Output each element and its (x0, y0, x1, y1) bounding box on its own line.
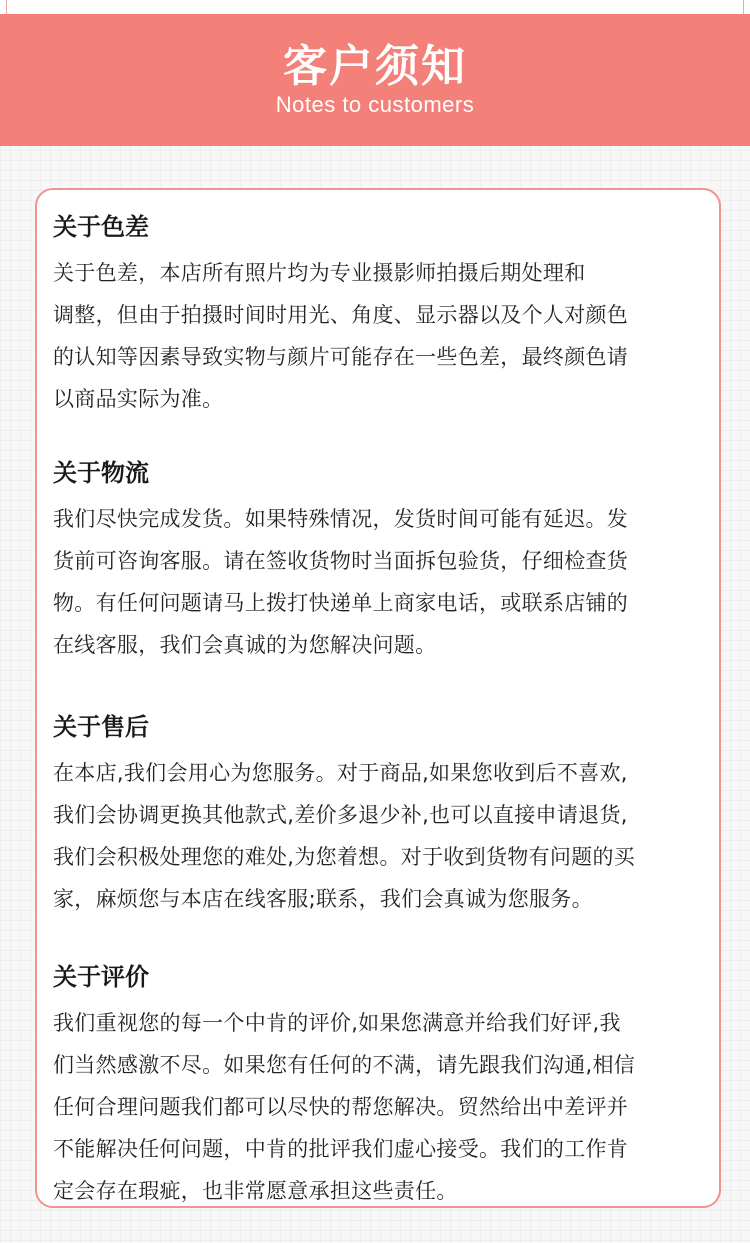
body-line: 不能解决任何问题，中肯的批评我们虚心接受。我们的工作肯 (53, 1137, 629, 1161)
body-line: 在线客服，我们会真诚的为您解决问题。 (53, 633, 437, 657)
body-line: 定会存在瑕疵，也非常愿意承担这些责任。 (53, 1179, 458, 1203)
body-line: 我们尽快完成发货。如果特殊情况，发货时间可能有延迟。发 (53, 507, 629, 531)
body-line: 任何合理问题我们都可以尽快的帮您解决。贸然给出中差评并 (53, 1095, 629, 1119)
body-line: 的认知等因素导致实物与颜片可能存在一些色差，最终颜色请 (53, 345, 629, 369)
section-logistics (53, 458, 713, 666)
header-banner (0, 14, 750, 146)
decorative-line-right (743, 0, 744, 14)
body-line: 在本店,我们会用心为您服务。对于商品,如果您收到后不喜欢, (53, 761, 628, 785)
body-line: 我们重视您的每一个中肯的评价,如果您满意并给我们好评,我 (53, 1011, 621, 1035)
section-title: 关于评价 (53, 963, 149, 991)
section-after-sales (53, 712, 713, 920)
body-line: 我们会积极处理您的难处,为您着想。对于收到货物有问题的买 (53, 845, 636, 869)
body-line: 以商品实际为准。 (53, 387, 224, 411)
section-color-difference (53, 212, 713, 420)
section-reviews (53, 962, 713, 1212)
body-line: 物。有任何问题请马上拨打快递单上商家电话，或联系店铺的 (53, 591, 629, 615)
section-title: 关于物流 (53, 459, 149, 487)
decorative-line-left (6, 0, 7, 14)
section-body (53, 252, 713, 420)
section-title: 关于售后 (53, 713, 149, 741)
body-line: 我们会协调更换其他款式,差价多退少补,也可以直接申请退货, (53, 803, 628, 827)
top-strip (0, 0, 750, 14)
page-title: 客户须知 (283, 41, 467, 92)
section-body (53, 1002, 713, 1212)
body-line: 关于色差，本店所有照片均为专业摄影师拍摄后期处理和 (53, 261, 586, 285)
body-line: 家，麻烦您与本店在线客服;联系，我们会真诚为您服务。 (53, 887, 593, 911)
section-body (53, 498, 713, 666)
section-title: 关于色差 (53, 213, 149, 241)
body-line: 调整，但由于拍摄时间时用光、角度、显示器以及个人对颜色 (53, 303, 629, 327)
notice-card (35, 188, 721, 1208)
body-line: 货前可咨询客服。请在签收货物时当面拆包验货，仔细检查货 (53, 549, 629, 573)
section-body (53, 752, 713, 920)
body-line: 们当然感激不尽。如果您有任何的不满，请先跟我们沟通,相信 (53, 1053, 636, 1077)
page-subtitle: Notes to customers (275, 92, 475, 117)
